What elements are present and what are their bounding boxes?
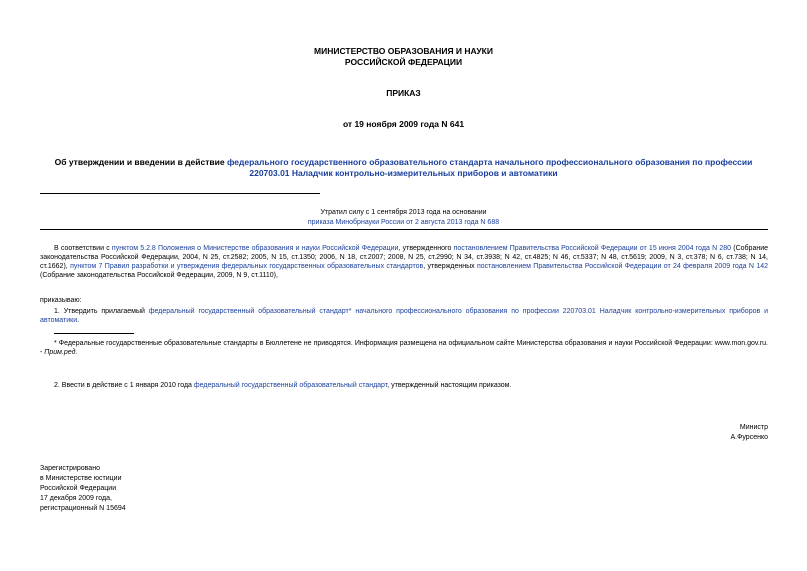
preamble-text-4: , утвержденных [423,263,477,270]
preamble-text-2: , утвержденного [398,245,454,252]
preamble-link-regulation[interactable]: пунктом 5.2.8 Положения о Министерстве образования и науки Российской Федерации [111,245,399,252]
item-2-text-1: 2. Ввести в действие с 1 января 2010 года [54,382,194,389]
preamble-text-3: (Собрание законодательства Российской Федерации, 2004, N 25, ст.2582; 2005, N 15, ст.1350; 2006, N 18, ст.2007; 2008, N 25, ст.2990; N 34, ст.3938; N 42, ст.4825; N 46, ст.5337; N 48, ст.5619; 2009, N 3, ст.378; N 6, ст.738; N 14, ст.1662), [40,245,769,270]
item-1-text-3: . [77,317,80,324]
registration-line-1: Зарегистрировано [40,465,100,472]
signature-position: Министр [739,424,768,431]
status-note-link[interactable]: приказа Минобрнауки России от 2 августа 2013 года N 688 [307,219,500,226]
title-standard-link[interactable]: федерального государственного образовательного стандарта начального профессионального образования по профессии 220703.01 Наладчик контрольно-измерительных приборов и автоматики [226,157,753,178]
footnote-divider [54,333,134,334]
footnote-editor-note: Прим.ред. [44,349,78,356]
ministry-name-line1: МИНИСТЕРСТВО ОБРАЗОВАНИЯ И НАУКИ [314,46,493,56]
item-1-paragraph [40,307,768,325]
item-1-text-2[interactable]: * начального профессионального образования по профессии 220703.01 Наладчик контрольно-измерительных приборов и автоматики [40,308,769,324]
ministry-name-line2: РОССИЙСКОЙ ФЕДЕРАЦИИ [344,57,463,67]
footnote-text: * Федеральные государственные образовательные стандарты в Бюллетене не приводятся. Информация размещена на официальном сайте Министерства образования и науки Российской Федерации: www.mon.gov.ru. - [40,340,768,356]
title-prefix: Об утверждении и введении в действие [54,157,227,167]
status-divider [40,229,768,230]
order-word: приказываю: [40,297,82,304]
registration-line-3: Российской Федерации [40,485,117,492]
item-1-standard-link[interactable]: федеральный государственный образовательный стандарт [148,308,349,315]
preamble-link-resolution-142[interactable]: постановлением Правительства Российской Федерации от 24 февраля 2009 года N 142 [476,263,768,270]
document-type: ПРИКАЗ [386,88,421,98]
preamble-text-1: В соответствии с [54,245,112,252]
preamble-paragraph [40,244,768,280]
preamble-link-rules[interactable]: пунктом 7 Правил разработки и утверждения федеральных государственных образовательных стандартов [70,263,424,270]
document-date: от 19 ноября 2009 года N 641 [342,119,465,129]
footnote-paragraph [40,339,768,357]
item-1-text-1: 1. Утвердить прилагаемый [54,308,149,315]
registration-line-2: в Министерстве юстиции [40,475,122,482]
item-2-standard-link[interactable]: федеральный государственный образовательный стандарт [193,382,388,389]
preamble-text-5: (Собрание законодательства Российской Федерации, 2009, N 9, ст.1110), [40,272,278,279]
document-title [40,157,767,179]
preamble-link-resolution-280[interactable]: постановлением Правительства Российской Федерации от 15 июня 2004 года N 280 [453,245,732,252]
title-divider [40,193,320,194]
registration-line-5: регистрационный N 15694 [40,505,126,512]
registration-line-4: 17 декабря 2009 года, [40,495,112,502]
item-2-paragraph [40,381,768,390]
signature-name: А.Фурсенко [730,434,768,441]
item-2-text-2: , утвержденный настоящим приказом. [387,382,512,389]
status-note-line1: Утратил силу с 1 сентября 2013 года на основании [320,209,487,216]
